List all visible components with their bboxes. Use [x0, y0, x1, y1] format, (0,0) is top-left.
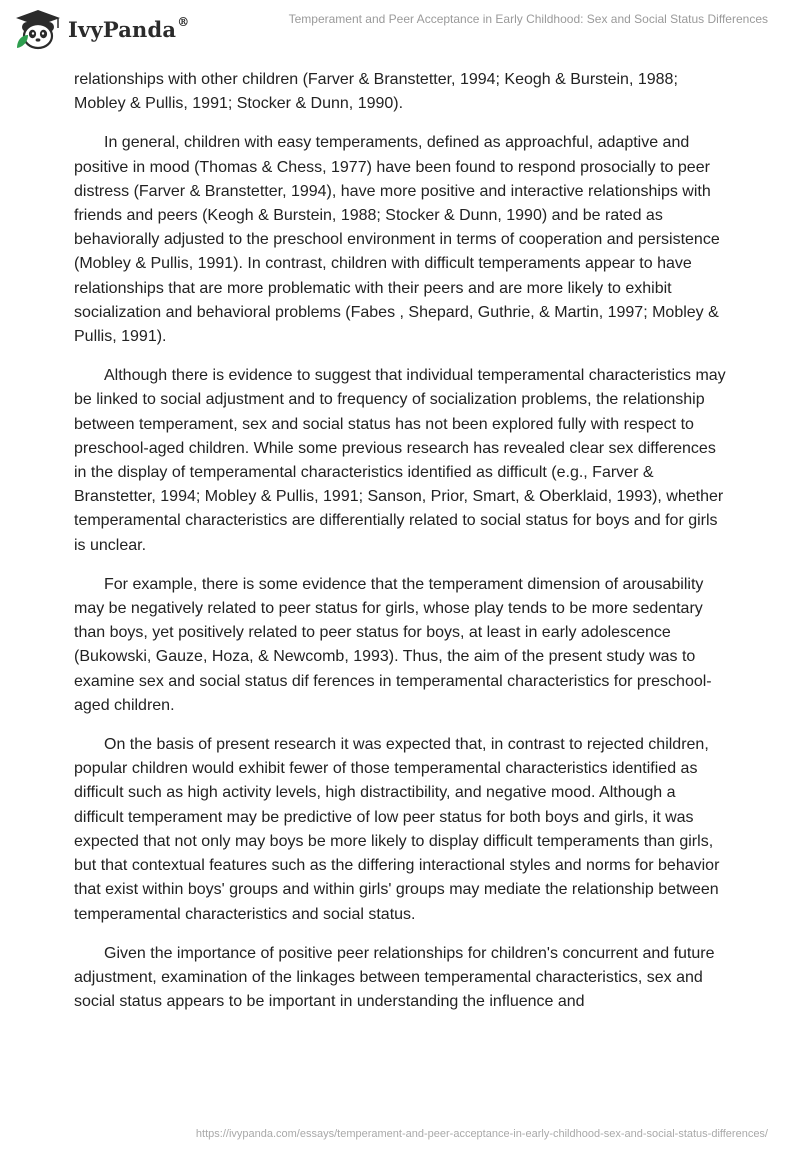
- paragraph: Given the importance of positive peer relationships for children's concurrent and future adjustment, examination of the linkages between temperamental characteristics, sex and social status appears to be important in understanding the influence and: [74, 944, 715, 1011]
- registered-mark: ®: [177, 14, 190, 29]
- paragraph: In general, children with easy temperaments, defined as approachful, adaptive and positive in mood (Thomas & Chess, 1977) have been found to respond prosocially to peer distress (Farver & Branstetter, 1994), have more positive and interactive relationships with friends and peers (Keogh & Burstein, 1988; Stocker & Dunn, 1990) and be rated as behaviorally adjusted to the preschool environment in terms of cooperation and persistence (Mobley & Pullis, 1991). In contrast, children with difficult temperaments appear to have relationships that are more problematic with their peers and are more likely to exhibit socialization and behavioral problems (Fabes , Shepard, Guthrie, & Martin, 1997; Mobley & Pullis, 1991).: [74, 134, 720, 346]
- essay-body: [74, 68, 726, 1029]
- source-url-link[interactable]: https://ivypanda.com/essays/temperament-and-peer-acceptance-in-early-childhood-sex-and-social-status-differences/: [195, 1128, 768, 1140]
- brand-logo[interactable]: [14, 8, 189, 50]
- brand-name: IvyPanda®: [68, 14, 190, 42]
- panda-graduate-icon: [14, 8, 62, 50]
- page-header: [0, 0, 800, 56]
- document-title: Temperament and Peer Acceptance in Early Childhood: Sex and Social Status Differences: [288, 12, 768, 26]
- paragraph: On the basis of present research it was expected that, in contrast to rejected children, popular children would exhibit fewer of those temperamental characteristics identified as difficult such as high activity levels, high distractibility, and negative mood. Although a difficult temperament may be predictive of low peer status for both boys and girls, it was expected that not only may boys be more likely to display difficult temperaments than girls, but that contextual features such as the differing interactional styles and norms for behavior that exist within boys' groups and within girls' groups may mediate the relationship between temperamental characteristics and social status.: [74, 736, 720, 923]
- paragraph-continued: relationships with other children (Farver & Branstetter, 1994; Keogh & Burstein, 1988; Mobley & Pullis, 1991; Stocker & Dunn, 1990).: [74, 71, 678, 113]
- paragraph: For example, there is some evidence that the temperament dimension of arousability may be negatively related to peer status for girls, whose play tends to be more sedentary than boys, yet positively related to peer status for boys, at least in early adolescence (Bukowski, Gauze, Hoza, & Newcomb, 1993). Thus, the aim of the present study was to examine sex and social status dif ferences in temperamental characteristics for preschool-aged children.: [74, 575, 712, 714]
- paragraph: Although there is evidence to suggest that individual temperamental characteristics may be linked to social adjustment and to frequency of socialization problems, the relationship between temperament, sex and social status has not been explored fully with respect to preschool-aged children. While some previous research has revealed clear sex differences in the display of temperamental characteristics identified as difficult (e.g., Farver & Branstetter, 1994; Mobley & Pullis, 1991; Sanson, Prior, Smart, & Oberklaid, 1993), whether temperamental characteristics are differentially related to social status for boys and for girls is unclear.: [74, 367, 726, 554]
